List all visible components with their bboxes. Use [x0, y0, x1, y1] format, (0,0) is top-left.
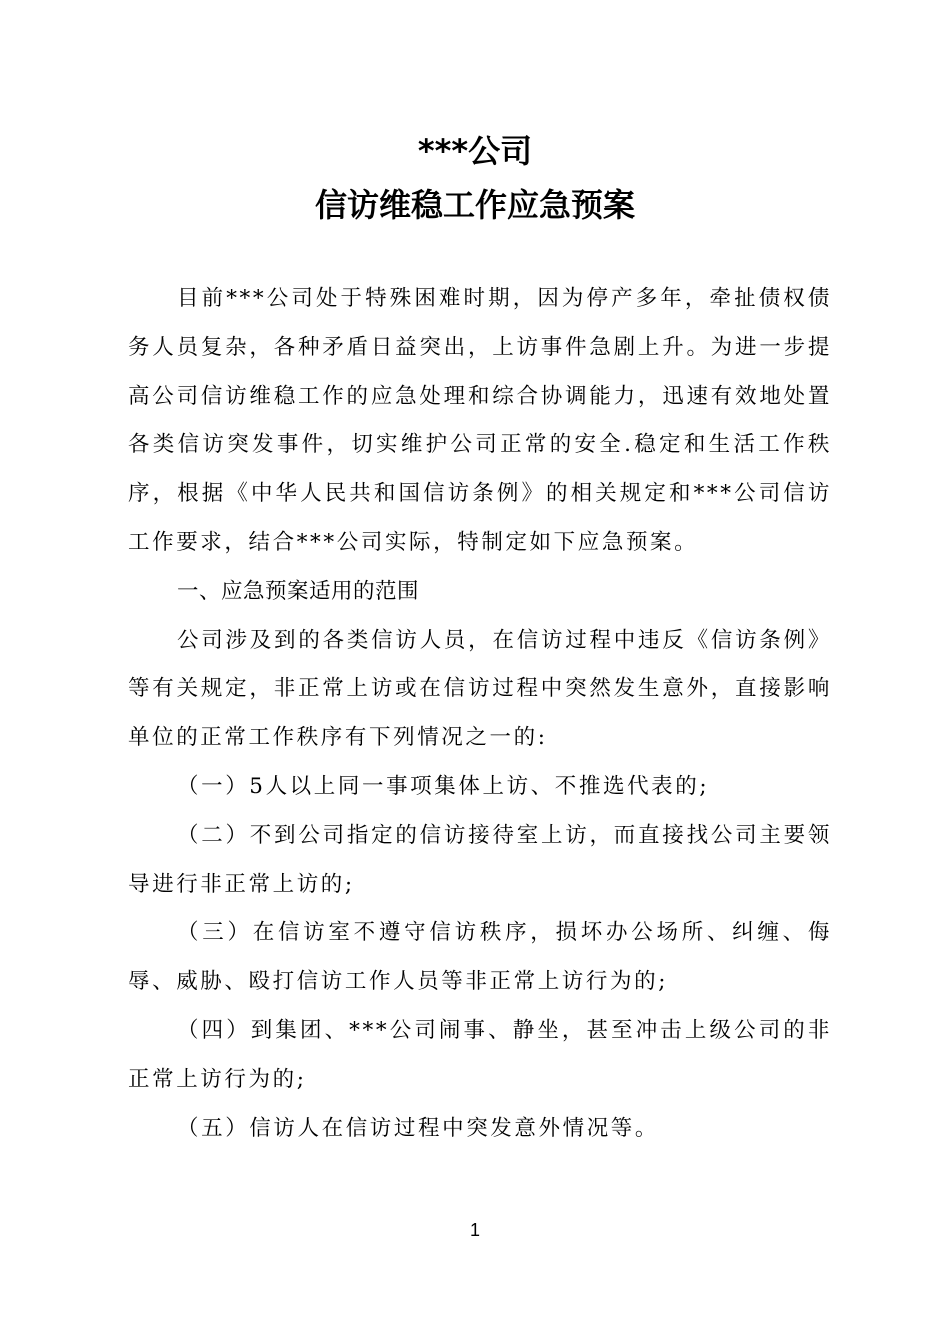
list-item-4: （四）到集团、***公司闹事、静坐，甚至冲击上级公司的非正常上访行为的; [128, 1017, 832, 1092]
title-company: ***公司 [417, 132, 533, 170]
document-title [0, 124, 950, 232]
list-item-2: （二）不到公司指定的信访接待室上访，而直接找公司主要领导进行非正常上访的; [128, 822, 832, 897]
list-item-3: （三）在信访室不遵守信访秩序，损坏办公场所、纠缠、侮辱、威胁、殴打信访工作人员等非正常上访行为的; [128, 920, 832, 995]
list-item-1: （一）5人以上同一事项集体上访、不推选代表的; [177, 773, 710, 799]
page-number: 1 [469, 1220, 480, 1240]
document-body [128, 275, 832, 1153]
scope-paragraph: 公司涉及到的各类信访人员，在信访过程中违反《信访条例》等有关规定，非正常上访或在信访过程中突然发生意外，直接影响单位的正常工作秩序有下列情况之一的: [128, 627, 832, 751]
title-main: 信访维稳工作应急预案 [314, 186, 635, 224]
section-heading-scope: 一、应急预案适用的范围 [177, 578, 420, 604]
list-item-5: （五）信访人在信访过程中突发意外情况等。 [177, 1115, 660, 1141]
intro-paragraph: 目前***公司处于特殊困难时期，因为停产多年，牵扯债权债务人员复杂，各种矛盾日益突出，上访事件急剧上升。为进一步提高公司信访维稳工作的应急处理和综合协调能力，迅速有效地处置各类信访突发事件，切实维护公司正常的安全.稳定和生活工作秩序，根据《中华人民共和国信访条例》的相关规定和***公司信访工作要求，结合***公司实际，特制定如下应急预案。 [128, 286, 832, 555]
